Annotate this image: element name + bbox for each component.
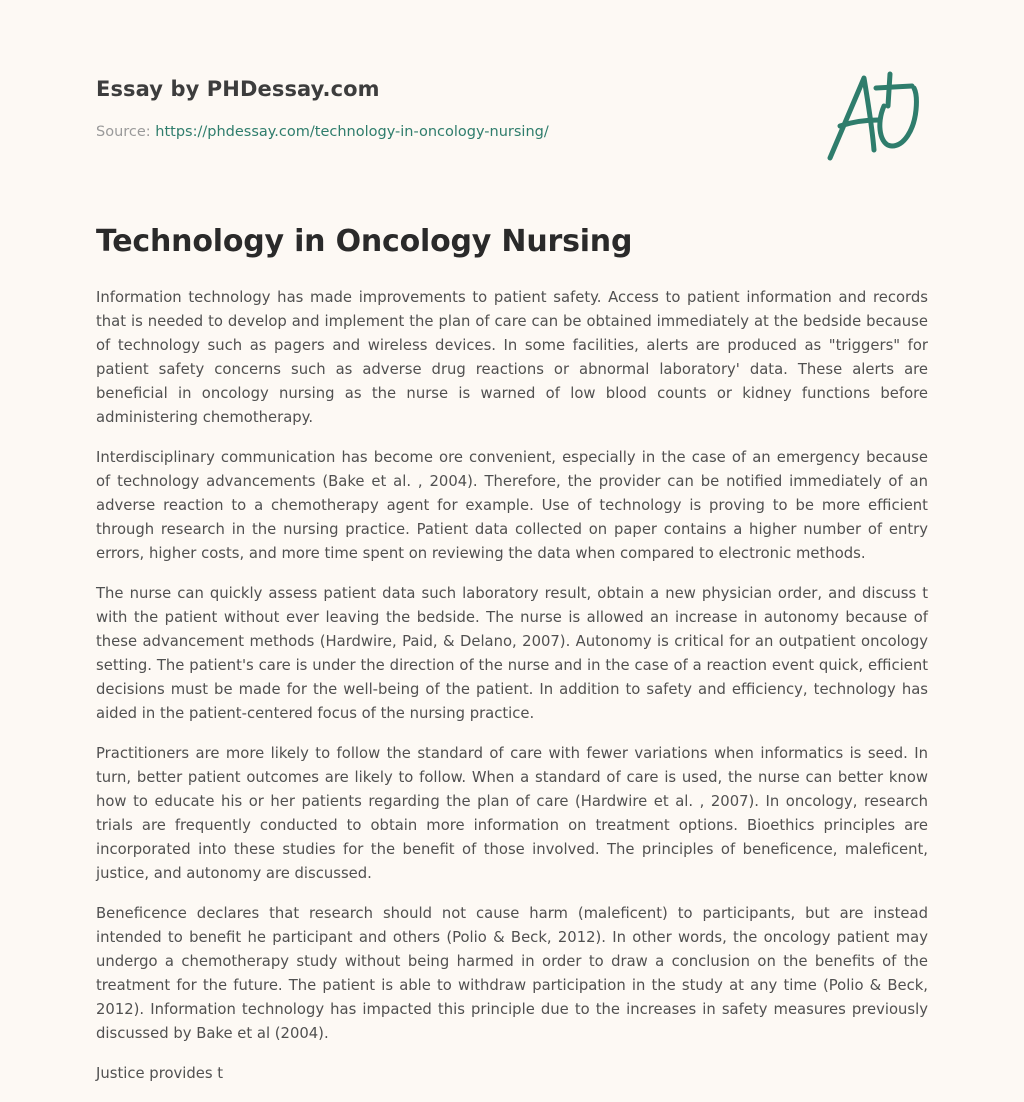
essay-body <box>96 286 928 1102</box>
source-label: Source: <box>96 124 156 140</box>
site-title: Essay by PHDessay.com <box>96 77 380 101</box>
essay-paragraph: Beneficence declares that research should not cause harm (maleficent) to participants, but are instead intended to benefit he participant and others (Polio & Beck, 2012). In other words, the oncology patient may undergo a chemotherapy study without being harmed in order to draw a conclusion on the benefits of the treatment for the future. The patient is able to withdraw participation in the study at any time (Polio & Beck, 2012). Information technology has impacted this principle due to the increases in safety measures previously discussed by Bake et al (2004). <box>96 905 928 1042</box>
essay-paragraph: Interdisciplinary communication has become ore convenient, especially in the case of an emergency because of technology advancements (Bake et al. , 2004). Therefore, the provider can be notified immediately of an adverse reaction to a chemotherapy agent for example. Use of technology is proving to be more efficient through research in the nursing practice. Patient data collected on paper contains a higher number of entry errors, higher costs, and more time spent on reviewing the data when compared to electronic methods. <box>96 449 928 562</box>
essay-paragraph: Justice provides t <box>96 1065 224 1082</box>
essay-title: Technology in Oncology Nursing <box>96 224 633 259</box>
essay-paragraph: The nurse can quickly assess patient data such laboratory result, obtain a new physician order, and discuss t with the patient without ever leaving the bedside. The nurse is allowed an increase in autonomy because of these advancement methods (Hardwire, Paid, & Delano, 2007). Autonomy is critical for an outpatient oncology setting. The patient's care is under the direction of the nurse and in the case of a reaction event quick, efficient decisions must be made for the well-being of the patient. In addition to safety and efficiency, technology has aided in the patient-centered focus of the nursing practice. <box>96 585 928 722</box>
source-link[interactable]: https://phdessay.com/technology-in-oncology-nursing/ <box>155 124 549 140</box>
a-plus-grade-icon <box>818 66 930 166</box>
source-line <box>96 124 549 140</box>
essay-paragraph: Practitioners are more likely to follow the standard of care with fewer variations when informatics is seed. In turn, better patient outcomes are likely to follow. When a standard of care is used, the nurse can better know how to educate his or her patients regarding the plan of care (Hardwire et al. , 2007). In oncology, research trials are frequently conducted to obtain more information on treatment options. Bioethics principles are incorporated into these studies for the benefit of those involved. The principles of beneficence, maleficent, justice, and autonomy are discussed. <box>96 745 928 882</box>
essay-paragraph: Information technology has made improvements to patient safety. Access to patient information and records that is needed to develop and implement the plan of care can be obtained immediately at the bedside because of technology such as pagers and wireless devices. In some facilities, alerts are produced as "triggers" for patient safety concerns such as adverse drug reactions or abnormal laboratory' data. These alerts are beneficial in oncology nursing as the nurse is warned of low blood counts or kidney functions before administering chemotherapy. <box>96 289 928 426</box>
